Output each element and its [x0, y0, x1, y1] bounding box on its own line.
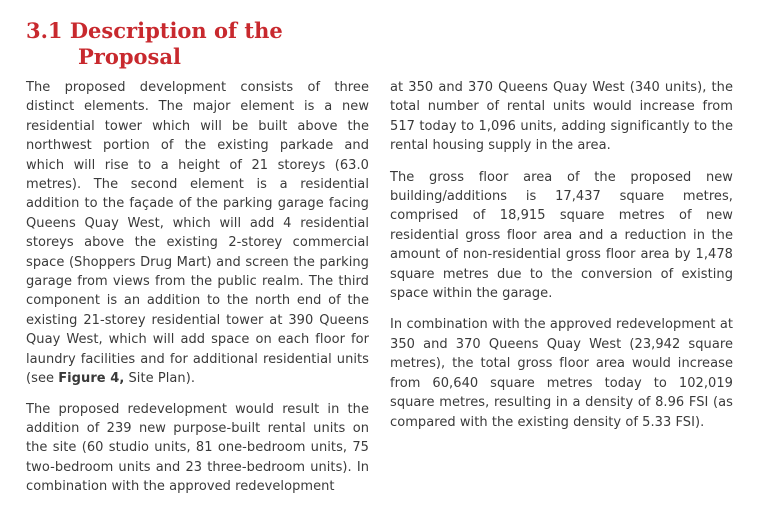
paragraph-rental-units: The proposed redevelopment would result in the addition of 239 new purpose-built rental units on the site (60 studio units, 81 one-bedroom units, 75 two-bedroom units and 23 three-bedroom units). In combination with the approved redevelopment	[26, 401, 369, 495]
figure-reference: Figure 4,	[58, 371, 125, 387]
section-heading-line2: Proposal	[78, 44, 181, 69]
right-column	[390, 78, 733, 443]
paragraph-elements	[26, 78, 369, 389]
paragraph-elements-text: The proposed development consists of three distinct elements. The major element is a new residential tower which will be built above the northwest portion of the existing parkade and which will rise to a height of 21 storeys (63.0 metres). The second element is a residential addition to the façade of the parking garage facing Queens Quay West, which will add 4 residential storeys above the existing 2-storey commercial space (Shoppers Drug Mart) and screen the parking garage from views from the public realm. The third component is an addition to the north end of the existing 21-storey residential tower at 390 Queens Quay West, which will add space on each floor for laundry facilities and for additional residential units (see	[26, 80, 369, 387]
left-column	[26, 78, 369, 508]
section-heading-line1: 3.1 Description of the	[26, 18, 283, 43]
section-heading	[26, 18, 283, 70]
paragraph-rental-total: at 350 and 370 Queens Quay West (340 units), the total number of rental units would increase from 517 today to 1,096 units, adding significantly to the rental housing supply in the area.	[390, 80, 733, 154]
paragraph-gross-floor-area: The gross floor area of the proposed new building/additions is 17,437 square metres, comprised of 18,915 square metres of new residential gross floor area and a reduction in the amount of non-residential gross floor area by 1,478 square metres due to the conversion of existing space within the garage.	[390, 169, 733, 302]
paragraph-density: In combination with the approved redevelopment at 350 and 370 Queens Quay West (23,942 square metres), the total gross floor area would increase from 60,640 square metres today to 102,019 square metres, resulting in a density of 8.96 FSI (as compared with the existing density of 5.33 FSI).	[390, 317, 733, 430]
paragraph-elements-end: Site Plan).	[124, 371, 196, 387]
